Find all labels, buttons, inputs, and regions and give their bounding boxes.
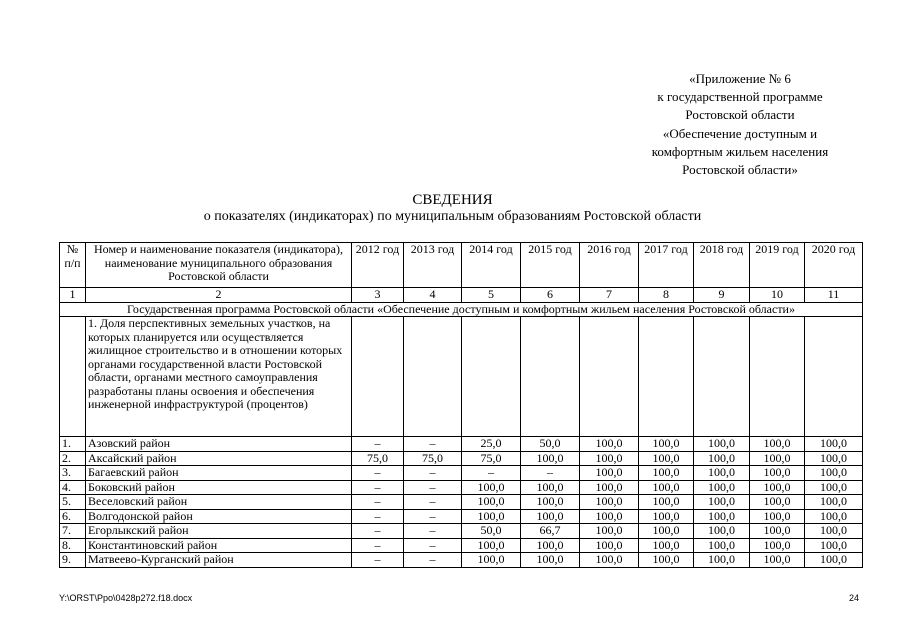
year-value-cell: 100,0 — [639, 466, 694, 481]
row-number: 6. — [60, 509, 86, 524]
year-value-cell: 100,0 — [694, 509, 750, 524]
row-number: 9. — [60, 553, 86, 568]
column-number-row — [60, 288, 863, 303]
year-value-cell: – — [352, 466, 404, 481]
year-value-cell: 100,0 — [462, 480, 521, 495]
district-name: Багаевский район — [86, 466, 352, 481]
year-value-cell: 100,0 — [639, 451, 694, 466]
row-number: 2. — [60, 451, 86, 466]
column-number: 4 — [404, 288, 462, 303]
table-row — [60, 480, 863, 495]
appendix-line: «Обеспечение доступным и — [662, 125, 818, 141]
year-value-cell: 100,0 — [694, 524, 750, 539]
header-year: 2012 год — [352, 243, 404, 288]
year-value-cell: 75,0 — [404, 451, 462, 466]
footer-file-path: Y:\ORST\Ppo\0428p272.f18.docx — [59, 593, 193, 603]
appendix-line: «Приложение № 6 — [689, 71, 791, 86]
column-number: 9 — [694, 288, 750, 303]
year-value-cell: 100,0 — [694, 451, 750, 466]
header-year: 2018 год — [694, 243, 750, 288]
year-value-cell: 100,0 — [639, 538, 694, 553]
year-value-cell: 100,0 — [521, 538, 580, 553]
year-value-cell: 100,0 — [694, 495, 750, 510]
district-name: Аксайский район — [86, 451, 352, 466]
indicator-empty-cell — [404, 317, 462, 437]
row-number: 8. — [60, 538, 86, 553]
district-name: Матвеево-Курганский район — [86, 553, 352, 568]
year-value-cell: 100,0 — [580, 466, 639, 481]
header-year: 2013 год — [404, 243, 462, 288]
year-value-cell: 50,0 — [462, 524, 521, 539]
year-value-cell: – — [352, 480, 404, 495]
row-number: 4. — [60, 480, 86, 495]
year-value-cell: 100,0 — [639, 480, 694, 495]
year-value-cell: 100,0 — [694, 437, 750, 452]
indicator-name: 1. Доля перспективных земельных участков, на которых планируется или осуществляется жилищное строительство и в отношении которых органами государственной власти Ростовской области, органами местного самоуправления разработаны планы освоения и обеспечения инженерной инфраструктурой (процентов) — [86, 317, 352, 437]
year-value-cell: 100,0 — [750, 538, 805, 553]
table-header-row — [60, 243, 863, 288]
district-name: Веселовский район — [86, 495, 352, 510]
year-value-cell: 100,0 — [462, 509, 521, 524]
program-title: Государственная программа Ростовской области «Обеспечение доступным и комфортным жильем населения Ростовской области» — [60, 302, 863, 317]
document-title: СВЕДЕНИЯ — [412, 192, 493, 208]
year-value-cell: – — [352, 538, 404, 553]
row-number: 3. — [60, 466, 86, 481]
indicator-empty-cell — [352, 317, 404, 437]
table-row — [60, 495, 863, 510]
year-value-cell: – — [404, 553, 462, 568]
year-value-cell: 100,0 — [750, 437, 805, 452]
year-value-cell: 100,0 — [805, 451, 863, 466]
header-num: № п/п — [60, 243, 86, 288]
row-number: 5. — [60, 495, 86, 510]
program-row — [60, 302, 863, 317]
year-value-cell: 100,0 — [521, 553, 580, 568]
year-value-cell: – — [404, 437, 462, 452]
year-value-cell: – — [352, 509, 404, 524]
district-name: Боковский район — [86, 480, 352, 495]
year-value-cell: – — [462, 466, 521, 481]
table-row — [60, 437, 863, 452]
row-number: 7. — [60, 524, 86, 539]
district-name: Константиновский район — [86, 538, 352, 553]
appendix-line: Ростовской области» — [682, 162, 798, 178]
column-number: 2 — [86, 288, 352, 303]
year-value-cell: 100,0 — [694, 480, 750, 495]
year-value-cell: 100,0 — [805, 466, 863, 481]
page-number: 24 — [849, 593, 860, 603]
year-value-cell: 100,0 — [750, 495, 805, 510]
year-value-cell: 75,0 — [462, 451, 521, 466]
indicator-row — [60, 317, 863, 437]
year-value-cell: – — [404, 495, 462, 510]
row-number: 1. — [60, 437, 86, 452]
year-value-cell: 100,0 — [521, 509, 580, 524]
header-year: 2019 год — [750, 243, 805, 288]
year-value-cell: 100,0 — [639, 509, 694, 524]
year-value-cell: 100,0 — [805, 524, 863, 539]
year-value-cell: 100,0 — [639, 437, 694, 452]
year-value-cell: 100,0 — [639, 495, 694, 510]
appendix-line: Ростовской области — [685, 107, 795, 123]
year-value-cell: – — [404, 538, 462, 553]
district-name: Азовский район — [86, 437, 352, 452]
year-value-cell: 100,0 — [805, 553, 863, 568]
year-value-cell: – — [521, 466, 580, 481]
year-value-cell: 100,0 — [580, 480, 639, 495]
column-number: 6 — [521, 288, 580, 303]
year-value-cell: 100,0 — [750, 451, 805, 466]
year-value-cell: 100,0 — [462, 553, 521, 568]
header-year: 2015 год — [521, 243, 580, 288]
year-value-cell: 100,0 — [750, 509, 805, 524]
district-name: Егорлыкский район — [86, 524, 352, 539]
table-row — [60, 451, 863, 466]
year-value-cell: 100,0 — [805, 480, 863, 495]
column-number: 5 — [462, 288, 521, 303]
indicator-empty-cell — [805, 317, 863, 437]
year-value-cell: 100,0 — [805, 495, 863, 510]
year-value-cell: – — [352, 495, 404, 510]
indicator-num-cell — [60, 317, 86, 437]
year-value-cell: – — [404, 509, 462, 524]
document-subtitle: о показателях (индикаторах) по муниципальным образованиям Ростовской области — [203, 209, 702, 224]
year-value-cell: 100,0 — [580, 437, 639, 452]
year-value-cell: – — [404, 524, 462, 539]
year-value-cell: – — [404, 480, 462, 495]
column-number: 1 — [60, 288, 86, 303]
header-year: 2017 год — [639, 243, 694, 288]
appendix-line: к государственной программе — [657, 89, 823, 105]
table-row — [60, 553, 863, 568]
year-value-cell: 100,0 — [750, 553, 805, 568]
appendix-block — [560, 70, 905, 179]
district-name: Волгодонской район — [86, 509, 352, 524]
year-value-cell: 100,0 — [639, 524, 694, 539]
year-value-cell: 100,0 — [805, 509, 863, 524]
year-value-cell: – — [404, 466, 462, 481]
year-value-cell: 75,0 — [352, 451, 404, 466]
table-row — [60, 524, 863, 539]
year-value-cell: 100,0 — [639, 553, 694, 568]
indicators-table — [59, 242, 863, 568]
header-name: Номер и наименование показателя (индикатора), наименование муниципального образования Ростовской области — [86, 243, 352, 288]
indicator-empty-cell — [639, 317, 694, 437]
year-value-cell: 100,0 — [580, 509, 639, 524]
table-row — [60, 538, 863, 553]
year-value-cell: 100,0 — [580, 495, 639, 510]
year-value-cell: 100,0 — [462, 538, 521, 553]
year-value-cell: 100,0 — [694, 538, 750, 553]
header-year: 2020 год — [805, 243, 863, 288]
column-number: 8 — [639, 288, 694, 303]
year-value-cell: 100,0 — [805, 538, 863, 553]
indicator-empty-cell — [580, 317, 639, 437]
year-value-cell: – — [352, 437, 404, 452]
year-value-cell: 100,0 — [521, 480, 580, 495]
indicator-empty-cell — [694, 317, 750, 437]
indicator-empty-cell — [521, 317, 580, 437]
indicator-empty-cell — [462, 317, 521, 437]
year-value-cell: 100,0 — [694, 553, 750, 568]
table-row — [60, 509, 863, 524]
year-value-cell: 100,0 — [750, 480, 805, 495]
year-value-cell: 100,0 — [462, 495, 521, 510]
header-year: 2014 год — [462, 243, 521, 288]
column-number: 7 — [580, 288, 639, 303]
year-value-cell: 100,0 — [580, 553, 639, 568]
column-number: 11 — [805, 288, 863, 303]
year-value-cell: 100,0 — [805, 437, 863, 452]
table-row — [60, 466, 863, 481]
year-value-cell: 100,0 — [750, 524, 805, 539]
year-value-cell: 100,0 — [580, 524, 639, 539]
year-value-cell: 100,0 — [521, 495, 580, 510]
year-value-cell: 100,0 — [750, 466, 805, 481]
year-value-cell: 50,0 — [521, 437, 580, 452]
year-value-cell: – — [352, 524, 404, 539]
year-value-cell: 100,0 — [580, 538, 639, 553]
appendix-line: комфортным жильем населения — [651, 143, 829, 159]
year-value-cell: 25,0 — [462, 437, 521, 452]
header-year: 2016 год — [580, 243, 639, 288]
year-value-cell: – — [352, 553, 404, 568]
year-value-cell: 100,0 — [580, 451, 639, 466]
year-value-cell: 100,0 — [694, 466, 750, 481]
column-number: 3 — [352, 288, 404, 303]
year-value-cell: 66,7 — [521, 524, 580, 539]
indicator-empty-cell — [750, 317, 805, 437]
column-number: 10 — [750, 288, 805, 303]
year-value-cell: 100,0 — [521, 451, 580, 466]
